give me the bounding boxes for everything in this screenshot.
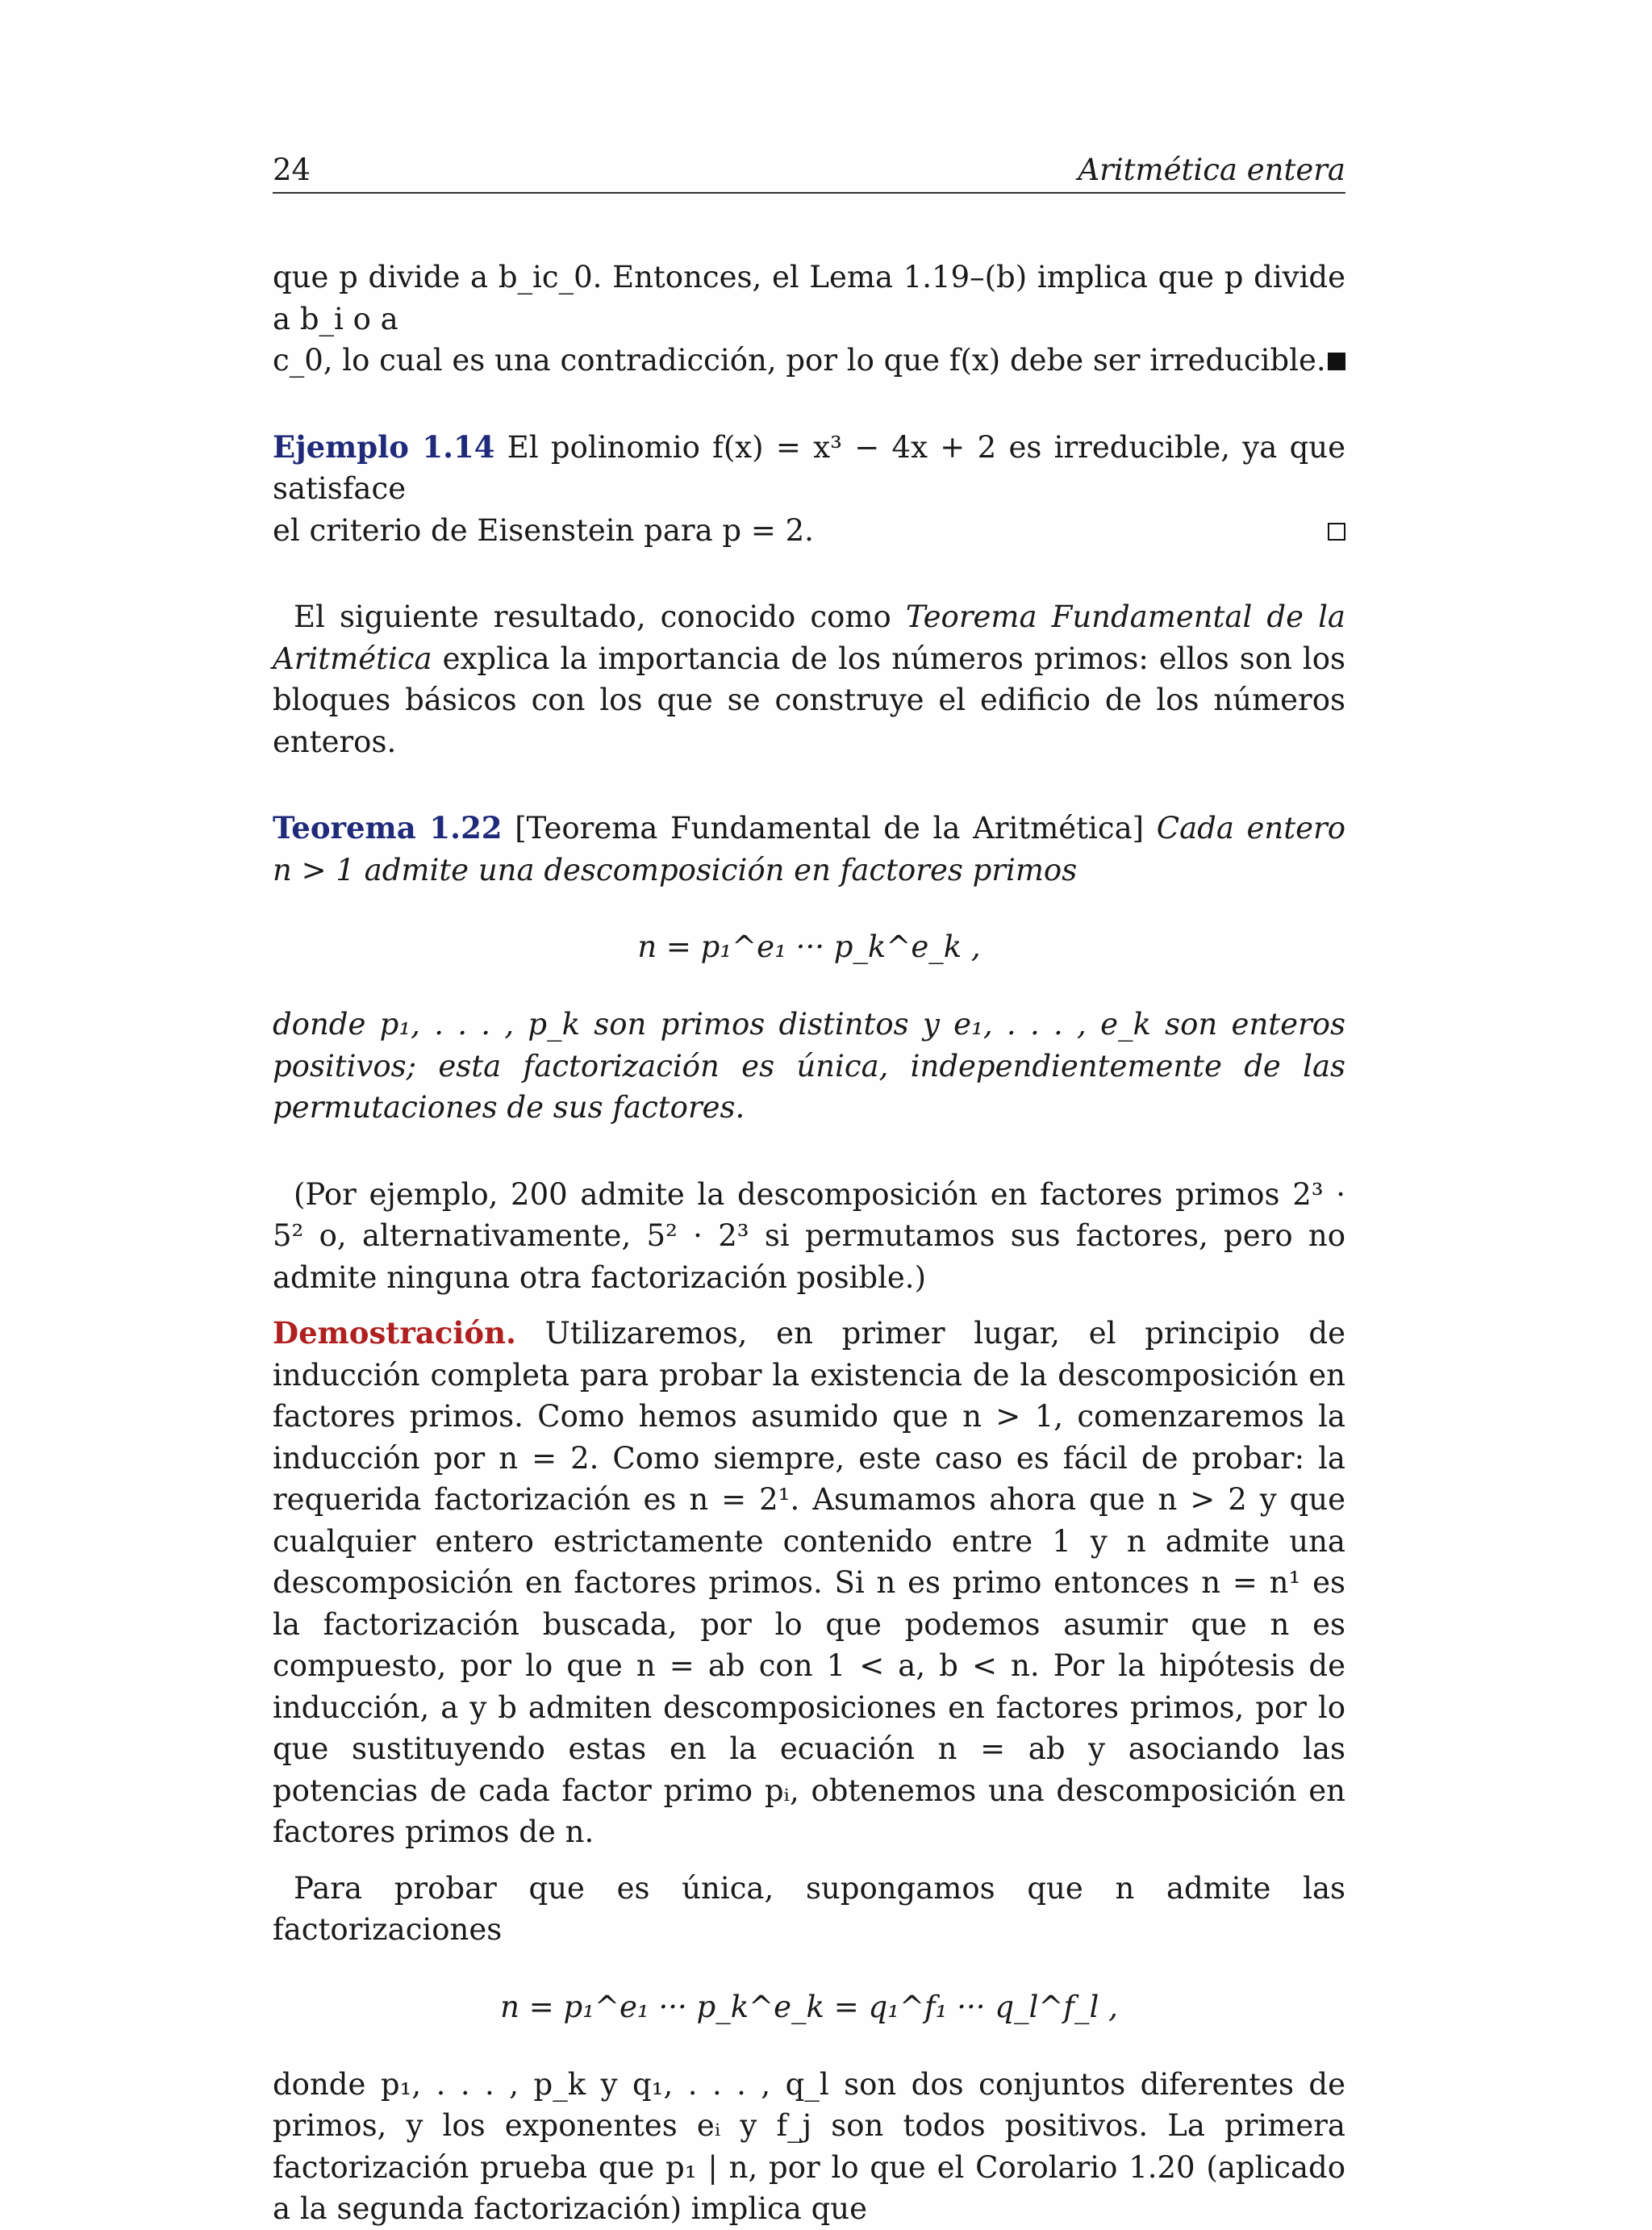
intro-paragraph [273, 596, 1345, 762]
page-body [273, 257, 1345, 2230]
paragraph-line: c_0, lo cual es una contradicción, por lo que f(x) debe ser irreducible. [273, 343, 1326, 378]
intro-emphasis: Teorema Fundamental de la Aritmética [273, 599, 1345, 676]
example-label: Ejemplo 1.14 [273, 428, 495, 465]
intro-text: explica la importancia de los números primos: ellos son los bloques básicos con los que se construye el edificio de los números enteros. [273, 641, 1345, 759]
page-number: 24 [273, 152, 311, 187]
example-text-line: el criterio de Eisenstein para p = 2. [273, 512, 814, 548]
uniqueness-intro: Para probar que es única, supongamos que n admite las factorizaciones [273, 1870, 1345, 1947]
theorem-equation: n = p₁^e₁ ··· p_k^e_k , [637, 929, 981, 964]
running-title: Aritmética entera [1078, 152, 1345, 187]
uniqueness-equation: n = p₁^e₁ ··· p_k^e_k = q₁^f₁ ··· q_l^f_l , [500, 1989, 1118, 2024]
paragraph-line: que p divide a b_ic_0. Entonces, el Lema 1.19–(b) implica que p divide a b_i o a [273, 260, 1345, 336]
example-note-paragraph: (Por ejemplo, 200 admite la descomposición en factores primos 2³ · 5² o, alternativamente, 5² · 2³ si permutamos sus factores, pero no admite ninguna otra factorización posible.) [273, 1176, 1345, 1295]
paragraph-end-of-proof [273, 257, 1345, 382]
proof-text: Utilizaremos, en primer lugar, el principio de inducción completa para probar la existencia de la descomposición en factores primos. Como hemos asumido que n > 1, comenzaremos la inducción por n = 2. Como siempre, este caso es fácil de probar: la requerida factorización es n = 2¹. Asumamos ahora que n > 2 y que cualquier entero estrictamente contenido entre 1 y n admite una descomposición en factores primos. Si n es primo entonces n = n¹ es la factorización buscada, por lo que podemos asumir que n es compuesto, por lo que n = ab con 1 < a, b < n. Por la hipótesis de inducción, a y b admiten descomposiciones en factores primos, por lo que sustituyendo estas en la ecuación n = ab y asociando las potencias de cada factor primo pᵢ, obtenemos una descomposición en factores primos de n. [273, 1316, 1345, 1849]
proof-final-paragraph: donde p₁, . . . , p_k y q₁, . . . , q_l son dos conjuntos diferentes de primos, y los exponentes eᵢ y f_j son todos positivos. La primera factorización prueba que p₁ | n, por lo que el Corolario 1.20 (aplicado a la segunda factorización) implica que [273, 2066, 1345, 2226]
qed-solid-square-icon [1328, 353, 1345, 370]
intro-text: El siguiente resultado, conocido como [294, 599, 906, 634]
theorem-label: Teorema 1.22 [273, 810, 503, 846]
theorem-name: [Teorema Fundamental de la Aritmética] [515, 811, 1145, 846]
proof-paragraph [273, 1313, 1345, 1853]
end-of-example-hollow-square-icon [1328, 523, 1345, 541]
example-text-line: El polinomio f(x) = x³ − 4x + 2 es irreducible, ya que satisface [273, 429, 1345, 506]
theorem-statement-continued: donde p₁, . . . , p_k son primos distintos y e₁, . . . , e_k son enteros positivos; esta factorización es única, independientemente de las permutaciones de sus factores. [273, 1007, 1345, 1125]
theorem-block [273, 808, 1345, 891]
theorem-statement: Cada entero n > 1 admite una descomposición en factores primos [273, 811, 1345, 887]
proof-label: Demostración. [273, 1315, 516, 1351]
example-block [273, 427, 1345, 552]
running-header [273, 152, 1345, 194]
